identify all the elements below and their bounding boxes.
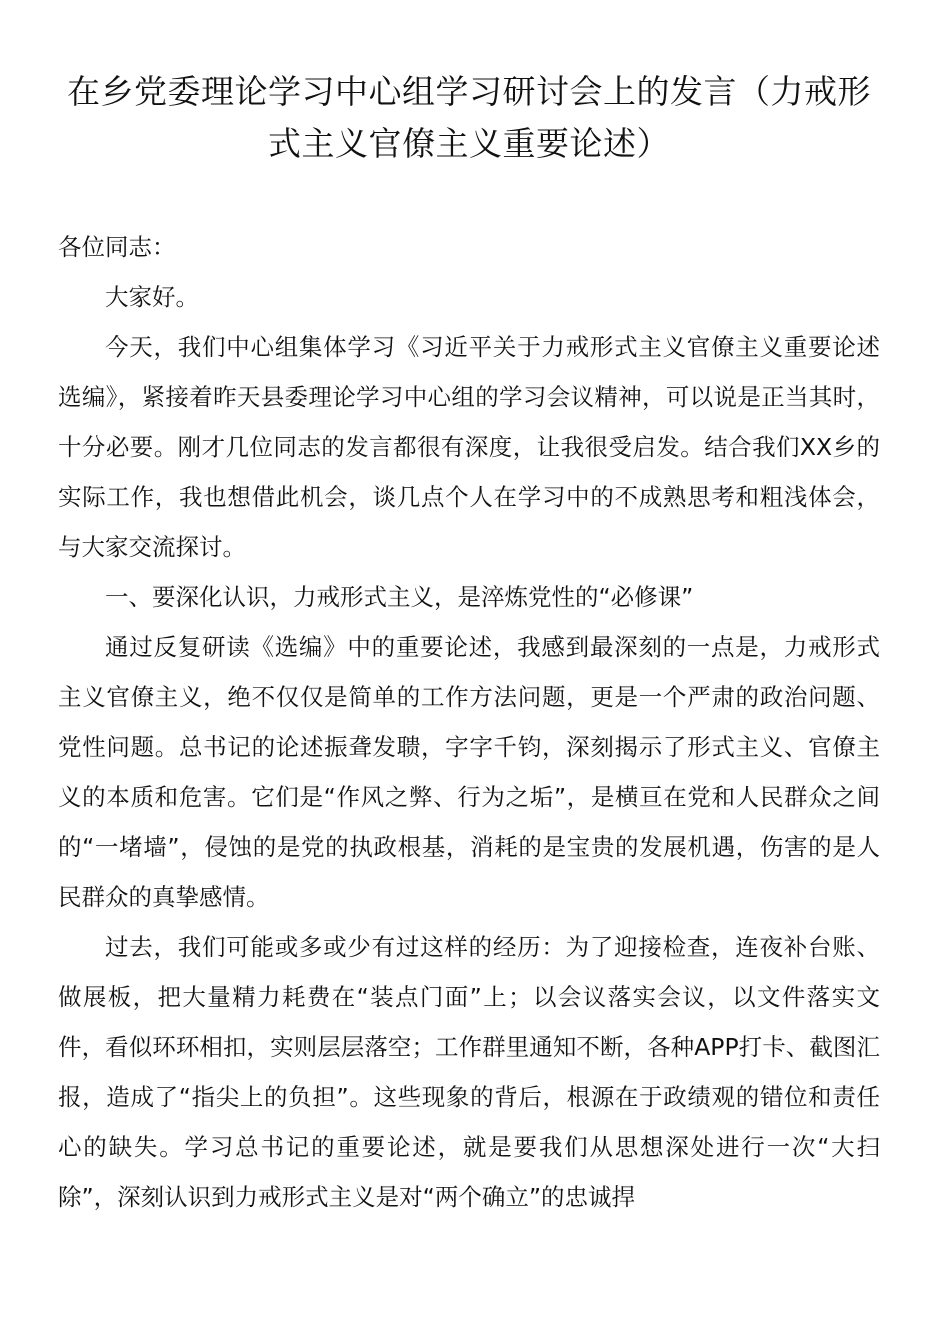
paragraph-intro: 今天，我们中心组集体学习《习近平关于力戒形式主义官僚主义重要论述选编》，紧接着昨天县委理论学习中心组的学习会议精神，可以说是正当其时，十分必要。刚才几位同志的发言都很有深度，让我很受启发。结合我们XX乡的实际工作，我也想借此机会，谈几点个人在学习中的不成熟思考和粗浅体会，与大家交流探讨。 — [58, 333, 880, 561]
paragraph-greeting: 大家好。 — [105, 283, 199, 311]
paragraph-section1-a: 通过反复研读《选编》中的重要论述，我感到最深刻的一点是，力戒形式主义官僚主义，绝不仅仅是简单的工作方法问题，更是一个严肃的政治问题、党性问题。总书记的论述振聋发聩，字字千钧，深刻揭示了形式主义、官僚主义的本质和危害。它们是“作风之弊、行为之垢”，是横亘在党和人民群众之间的“一堵墙”，侵蚀的是党的执政根基，消耗的是宝贵的发展机遇，伤害的是人民群众的真挚感情。 — [58, 633, 880, 911]
paragraph-section1-b: 过去，我们可能或多或少有过这样的经历：为了迎接检查，连夜补台账、做展板，把大量精力耗费在“装点门面”上；以会议落实会议，以文件落实文件，看似环环相扣，实则层层落空；工作群里通知不断，各种APP打卡、截图汇报，造成了“指尖上的负担”。这些现象的背后，根源在于政绩观的错位和责任心的缺失。学习总书记的重要论述，就是要我们从思想深处进行一次“大扫除”，深刻认识到力戒形式主义是对“两个确立”的忠诚捍 — [58, 933, 880, 1211]
document-body — [58, 222, 880, 1222]
salutation: 各位同志： — [58, 233, 176, 261]
section-heading-1: 一、要深化认识，力戒形式主义，是淬炼党性的“必修课” — [105, 583, 694, 611]
document-page — [58, 66, 880, 1222]
document-title: 在乡党委理论学习中心组学习研讨会上的发言（力戒形式主义官僚主义重要论述） — [67, 72, 871, 163]
